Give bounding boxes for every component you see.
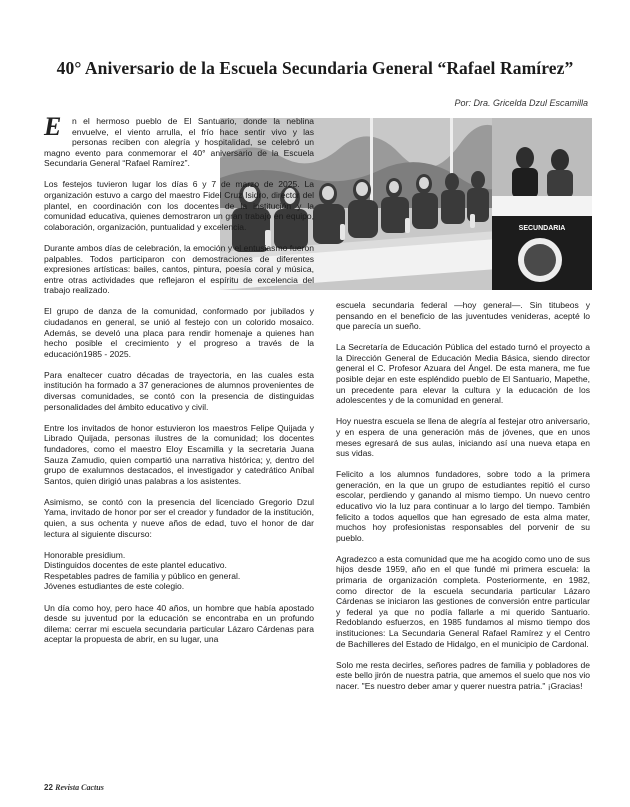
article-byline: Por: Dra. Gricelda Dzul Escamilla [454, 98, 588, 108]
paragraph: Hoy nuestra escuela se llena de alegría al festejar otro aniversario, y en espera de una generación más de jóvenes, que en unos meses egresará de sus aulas, iniciando así una nueva etapa en sus vidas. [336, 416, 590, 459]
paragraph: Agradezco a esta comunidad que me ha acogido como uno de sus hijos desde 1959, año en el que fundé mi primera escuela: la primaria de organización completa. Posteriormente, en 1982, como director de la escuela secundaria particular Lázaro Cárdenas se iniciaron las gestiones de conversión entre particular y federal ya que no podía fallarle a mi querido Santuario. Redoblando esfuerzos, en 1985 fundamos al mismo tiempo dos instituciones: La Secundaria General Rafael Ramírez y el Centro de Bachilleres del Estado de Hidalgo, en el municipio de Cardonal. [336, 553, 590, 649]
greeting-line: Distinguidos docentes de este plantel educativo. [44, 560, 227, 571]
right-column [336, 300, 590, 702]
left-column [44, 112, 314, 655]
greeting-line: Respetables padres de familia y público en general. [44, 570, 241, 581]
paragraph: El grupo de danza de la comunidad, conformado por jubilados y ciudadanos en general, se unió al festejo con un colorido mosaico. Además, se develó una placa para rendir homenaje a quienes han hecho posible el crecimiento y el progreso a través de la educación1985 - 2025. [44, 306, 314, 359]
page-number: 22 [44, 783, 53, 792]
paragraph: Para enaltecer cuatro décadas de trayectoria, en las cuales esta institución ha formado a 37 generaciones de alumnos provenientes de diversas comunidades, se contó con la presencia de distinguidas personalidades del ámbito educativo y civil. [44, 369, 314, 412]
paragraph: Felicito a los alumnos fundadores, sobre todo a la primera generación, en la que un grupo de estudiantes repitió el curso escolar, perdiendo y ganando al mismo tiempo. Un nuevo centro educativo vio la luz para continuar a lo largo del tiempo. También felicito a todos aquellos que han egresado de esta alma mater, muchos hoy profesionistas responsables del porvenir de su pueblo. [336, 469, 590, 543]
greeting-line: Jóvenes estudiantes de este colegio. [44, 581, 185, 592]
paragraph: escuela secundaria federal —hoy general—. Sin titubeos y pensando en el beneficio de las juventudes venideras, acepté lo que parecía un sueño. [336, 300, 590, 332]
dropcap: E [44, 112, 62, 141]
page-footer [44, 783, 104, 792]
paragraph: Asimismo, se contó con la presencia del licenciado Gregorio Dzul Yama, invitado de honor por ser el creador y fundador de la institución, quien, a sus ochenta y nueve años de edad, tuvo el honor de dar lectura al siguiente discurso: [44, 496, 314, 539]
paragraph: Los festejos tuvieron lugar los días 6 y 7 de marzo de 2025. La organización estuvo a cargo del maestro Fidel Cruz Isidro, director del plantel, en coordinación con los docentes de la institución y la comunidad educativa, quienes demostraron un gran trabajo en equipo, colaboración, organización, puntualidad y excelencia. [44, 179, 314, 232]
paragraph: Un día como hoy, pero hace 40 años, un hombre que había apostado desde su juventud por la educación se encontraba en un profundo dilema: cerrar mi escuela secundaria particular Lázaro Cárdenas para aceptar la propuesta de abrir, en su lugar, una [44, 602, 314, 645]
paragraph: Durante ambos días de celebración, la emoción y el entusiasmo fueron palpables. Todos participaron con demostraciones de diferentes expresiones artísticas: bailes, cantos, pintura, poesía coral y música, entre otras actividades que reflejaron el espíritu de excelencia del trabajo realizado. [44, 242, 314, 296]
article-title: 40° Aniversario de la Escuela Secundaria General “Rafael Ramírez” [56, 58, 574, 78]
greeting-line: Honorable presidium. [44, 549, 126, 560]
paragraph: La Secretaría de Educación Pública del estado turnó el proyecto a la Dirección General de Educación Media Básica, siendo director general el C. Profesor Azuara del Ángel. De esta manera, me fue posible dejar en este espléndido pueblo de El Santuario, Mapethe, un precedente para elevar la cultura y la educación de los adolescentes y de la comunidad en general. [336, 342, 590, 406]
banner-text: SECUNDARIA [518, 225, 566, 232]
paragraph: Entre los invitados de honor estuvieron los maestros Felipe Quijada y Librado Quijada, personas ilustres de la comunidad; los docentes fundadores, como el maestro Eloy Escamilla y la secretaria Juana Sauza Zamudio, quien compartió una narrativa histórica; y, dentro del grupo de exalumnos destacados, el investigador y catedrático Aníbal Santos, quien dirigió unas palabras a los asistentes. [44, 422, 314, 486]
paragraph-intro: E n el hermoso pueblo de El Santuario, donde la neblina envuelve, el viento arrulla, el frío hace sentir vivo y las personas reciben con alegría y hospitalidad, se celebró un magno evento para conmemorar el 40° aniversario de la Escuela Secundaria General “Rafael Ramírez”. [44, 112, 314, 169]
speech-greeting [44, 550, 314, 592]
magazine-name: Revista Cactus [55, 783, 104, 792]
paragraph: Solo me resta decirles, señores padres de familia y pobladores de este bello jirón de nuestra patria, que amemos el suelo que nos vio nacer. "Es nuestro deber amar y querer nuestra patria." ¡Gracias! [336, 659, 590, 691]
